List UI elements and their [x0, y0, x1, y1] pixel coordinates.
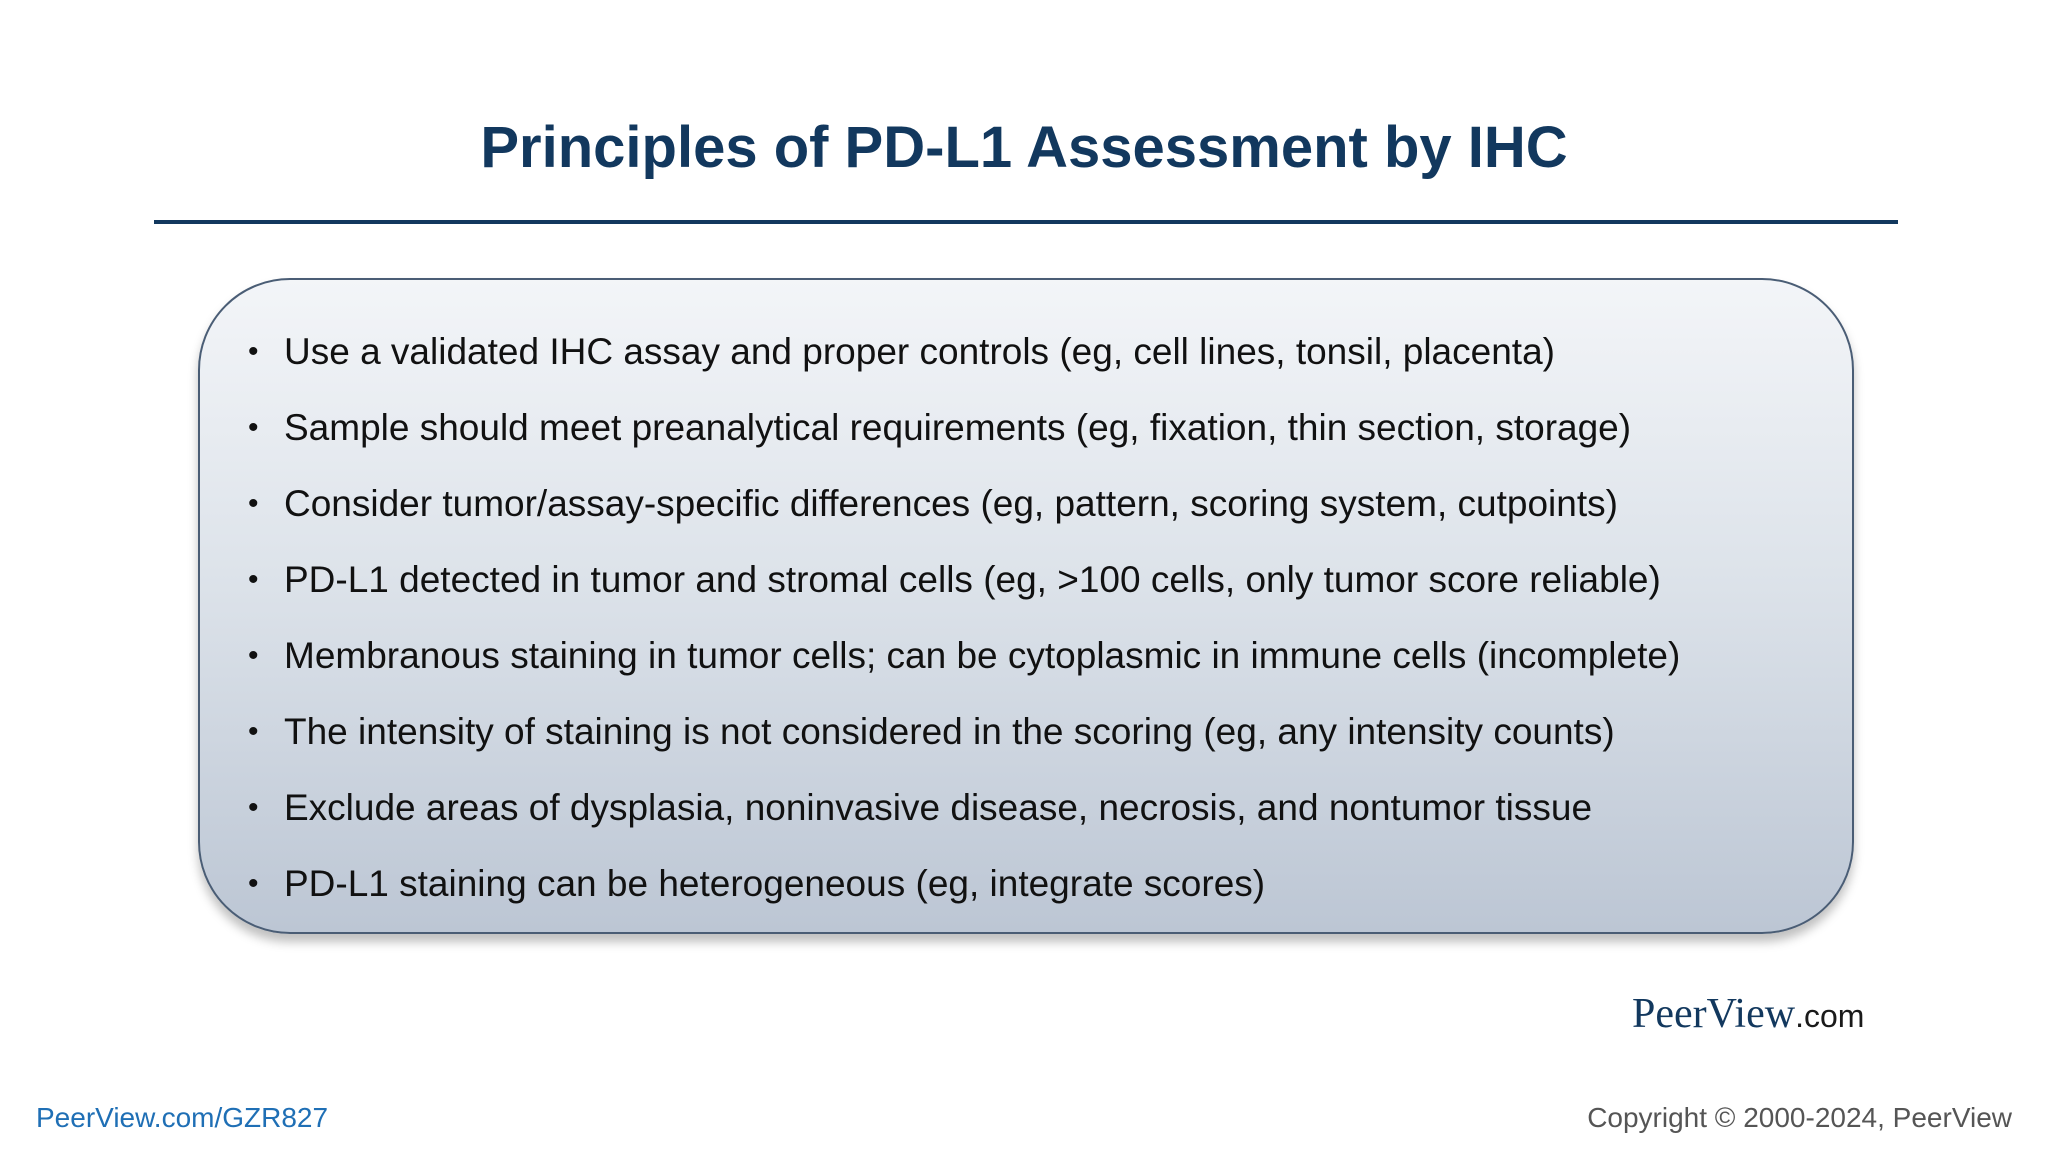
bullet-dot-icon: • [248, 867, 259, 900]
bullet-dot-icon: • [248, 335, 259, 368]
bullet-item [244, 394, 1844, 470]
bullet-text: Sample should meet preanalytical requirements (eg, fixation, thin section, storage) [284, 407, 1632, 448]
slide-title: Principles of PD-L1 Assessment by IHC [480, 115, 1568, 180]
bullet-dot-icon: • [248, 487, 259, 520]
bullet-text: Exclude areas of dysplasia, noninvasive disease, necrosis, and nontumor tissue [284, 787, 1593, 828]
logo-main-text: PeerView [1632, 991, 1796, 1037]
footer-copyright: Copyright © 2000-2024, PeerView [1587, 1102, 2012, 1133]
peerview-logo [1632, 990, 1872, 1050]
content-box [198, 278, 1854, 934]
bullet-text: Consider tumor/assay-specific differences (eg, pattern, scoring system, cutpoints) [284, 483, 1618, 524]
bullet-text: The intensity of staining is not considered in the scoring (eg, any intensity counts) [284, 711, 1615, 752]
bullet-dot-icon: • [248, 411, 259, 444]
bullet-text: Use a validated IHC assay and proper controls (eg, cell lines, tonsil, placenta) [284, 331, 1555, 372]
bullet-item [244, 318, 1844, 394]
bullet-list [244, 318, 1844, 926]
logo-suffix-text: .com [1795, 998, 1865, 1034]
bullet-dot-icon: • [248, 639, 259, 672]
bullet-item [244, 622, 1844, 698]
bullet-dot-icon: • [248, 715, 259, 748]
bullet-text: PD-L1 staining can be heterogeneous (eg, integrate scores) [284, 863, 1266, 904]
bullet-text: PD-L1 detected in tumor and stromal cells (eg, >100 cells, only tumor score reliable) [284, 559, 1661, 600]
bullet-dot-icon: • [248, 791, 259, 824]
bullet-item [244, 774, 1844, 850]
bullet-item [244, 850, 1844, 926]
bullet-item [244, 546, 1844, 622]
footer-link[interactable]: PeerView.com/GZR827 [36, 1102, 329, 1133]
bullet-item [244, 470, 1844, 546]
bullet-dot-icon: • [248, 563, 259, 596]
title-divider [154, 220, 1898, 224]
bullet-item [244, 698, 1844, 774]
bullet-text: Membranous staining in tumor cells; can be cytoplasmic in immune cells (incomplete) [284, 635, 1681, 676]
